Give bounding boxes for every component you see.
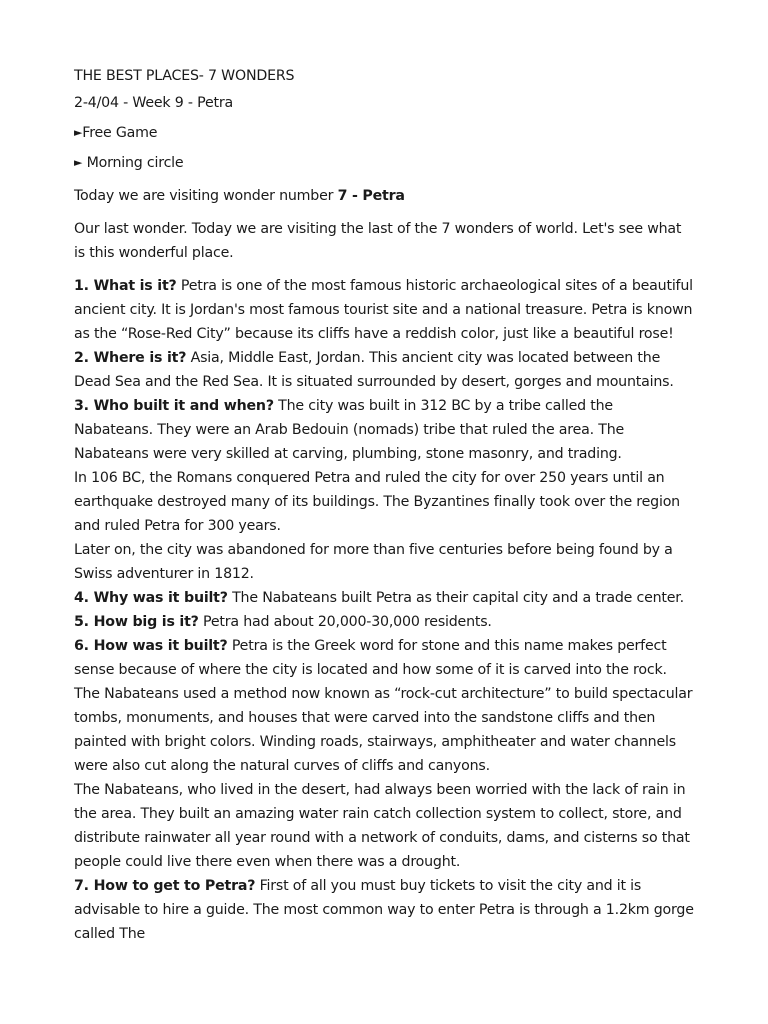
section-text: Petra had about 20,000-30,000 residents. bbox=[198, 614, 492, 630]
section-question: 5. How big is it? bbox=[74, 614, 199, 630]
triangle-bullet-icon: ► bbox=[74, 126, 83, 139]
section-how-to-get-there bbox=[74, 874, 696, 946]
section-text: The Nabateans built Petra as their capital city and a trade center. bbox=[227, 590, 684, 606]
section-question: 6. How was it built? bbox=[74, 638, 228, 654]
agenda-item-morning-circle bbox=[74, 151, 696, 175]
triangle-bullet-icon: ► bbox=[74, 156, 83, 169]
section-question: 4. Why was it built? bbox=[74, 590, 228, 606]
section-question: 2. Where is it? bbox=[74, 350, 187, 366]
section-text: The city was built in 312 BC by a tribe called the Nabateans. They were an Arab Bedouin (nomads) tribe that ruled the area. The Nabateans were very skilled at carving, plumbing, stone masonry, and trading. bbox=[74, 398, 625, 462]
intro-text: Today we are visiting wonder number bbox=[74, 188, 338, 204]
section-text: Asia, Middle East, Jordan. This ancient city was located between the Dead Sea and the Red Sea. It is situated surrounded by desert, gorges and mountains. bbox=[74, 350, 674, 390]
date-line: 2-4/04 - Week 9 - Petra bbox=[74, 95, 233, 111]
section-who-built-it bbox=[74, 394, 696, 466]
section-paragraph: In 106 BC, the Romans conquered Petra and ruled the city for over 250 years until an earthquake destroyed many of its buildings. The Byzantines finally took over the region and ruled Petra for 300 years. bbox=[74, 470, 680, 534]
intro-wonder-name: 7 - Petra bbox=[337, 188, 405, 204]
section-text: Petra is the Greek word for stone and this name makes perfect sense because of where the city is located and how some of it is carved into the rock. The Nabateans used a method now known as “rock-cut architecture” to build spectacular tombs, monuments, and houses that were carved into the sandstone cliffs and then painted with bright colors. Winding roads, stairways, amphitheater and water channels were also cut along the natural curves of cliffs and canyons. bbox=[74, 638, 693, 774]
document-title: THE BEST PLACES- 7 WONDERS bbox=[74, 68, 295, 84]
section-paragraph: The Nabateans, who lived in the desert, had always been worried with the lack of rain in the area. They built an amazing water rain catch collection system to collect, store, and distribute rainwater all year round with a network of conduits, dams, and cisterns so that people could live there even when there was a drought. bbox=[74, 782, 690, 870]
section-question: 7. How to get to Petra? bbox=[74, 878, 256, 894]
agenda-item-label: Free Game bbox=[82, 125, 158, 141]
section-why-was-it-built bbox=[74, 586, 696, 610]
section-how-big-is-it bbox=[74, 610, 696, 634]
section-text: First of all you must buy tickets to visit the city and it is advisable to hire a guide. The most common way to enter Petra is through a 1.2km gorge called The bbox=[74, 878, 694, 942]
intro-line bbox=[74, 184, 696, 208]
section-paragraph: Later on, the city was abandoned for more than five centuries before being found by a Swiss adventurer in 1812. bbox=[74, 542, 673, 582]
section-what-is-it bbox=[74, 274, 696, 346]
document-body bbox=[74, 64, 696, 946]
section-where-is-it bbox=[74, 346, 696, 394]
section-question: 3. Who built it and when? bbox=[74, 398, 274, 414]
intro-paragraph: Our last wonder. Today we are visiting the last of the 7 wonders of world. Let's see what is this wonderful place. bbox=[74, 221, 682, 261]
agenda-item-label: Morning circle bbox=[86, 155, 184, 171]
section-text: Petra is one of the most famous historic archaeological sites of a beautiful ancient city. It is Jordan's most famous tourist site and a national treasure. Petra is known as the “Rose-Red City” because its cliffs have a reddish color, just like a beautiful rose! bbox=[74, 278, 693, 342]
section-question: 1. What is it? bbox=[74, 278, 177, 294]
agenda-item-free-game bbox=[74, 121, 696, 145]
section-how-was-it-built bbox=[74, 634, 696, 778]
